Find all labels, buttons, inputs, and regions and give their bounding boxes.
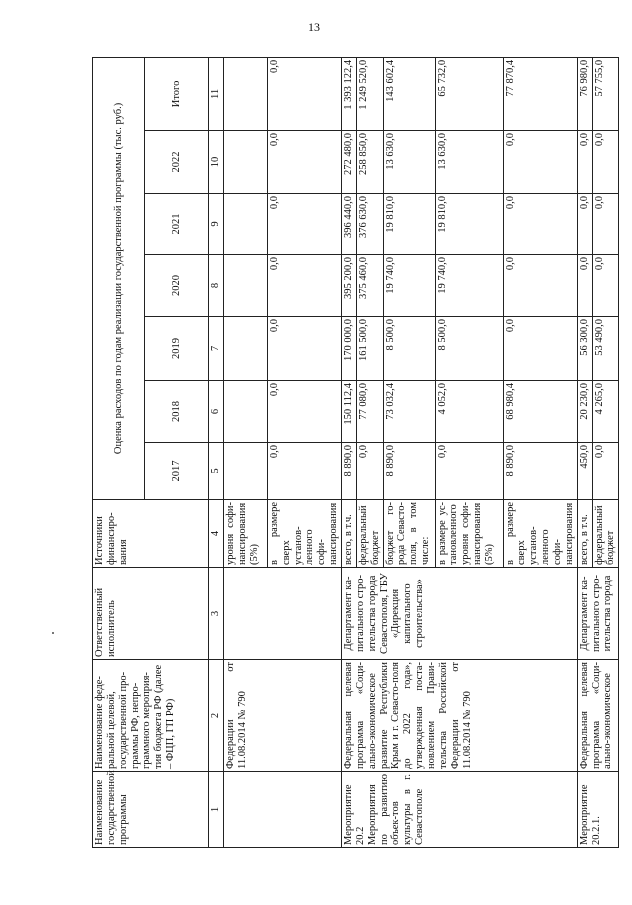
column-number: 2 xyxy=(209,660,224,772)
source-cell: всего, в т.ч. xyxy=(342,500,357,568)
header-fcp: Наименование феде-ральной целевой, государственной про-граммы РФ, непро-граммного мероприя-тия бюджета РФ (далее – ФЦП, ГП РФ) xyxy=(93,660,209,772)
column-number: 3 xyxy=(209,568,224,660)
source-cell: федеральный бюджет xyxy=(356,500,383,568)
scan-speck xyxy=(52,632,54,634)
header-year: 2021 xyxy=(145,194,209,255)
executor-cell: Департамент ка-питального стро-ительства города xyxy=(577,568,619,660)
executor-cell: Департамент ка-питального стро-ительства города Севастополя, ГБУ «Дирекция капитального строительства» xyxy=(342,568,578,660)
fcp-cell: Федеральная целевая программа «Соци-ально-экономическое xyxy=(577,660,619,772)
value-cell: 1 249 520,0 xyxy=(356,57,383,130)
value-cell: 73 032,4 xyxy=(383,381,435,443)
value-cell xyxy=(223,381,267,443)
value-cell: 395 200,0 xyxy=(342,255,357,317)
column-number: 10 xyxy=(209,131,224,194)
value-cell: 272 480,0 xyxy=(342,131,357,194)
value-cell: 20 230,0 xyxy=(577,381,592,443)
value-cell: 450,0 xyxy=(577,443,592,500)
value-cell: 150 112,4 xyxy=(342,381,357,443)
column-number: 8 xyxy=(209,255,224,317)
value-cell: 375 460,0 xyxy=(356,255,383,317)
program-cell xyxy=(223,772,341,848)
value-cell xyxy=(223,57,267,130)
value-cell: 0,0 xyxy=(267,381,341,443)
page-number: 13 xyxy=(308,20,320,34)
value-cell: 68 980,4 xyxy=(503,381,577,443)
header-year: 2017 xyxy=(145,443,209,500)
value-cell xyxy=(223,255,267,317)
value-cell: 76 980,0 xyxy=(577,57,592,130)
value-cell: 0,0 xyxy=(577,131,592,194)
value-cell: 57 755,0 xyxy=(592,57,619,130)
value-cell: 19 810,0 xyxy=(383,194,435,255)
program-cell: Мероприятие 20.2.1. xyxy=(577,772,619,848)
value-cell: 8 890,0 xyxy=(383,443,435,500)
column-number: 6 xyxy=(209,381,224,443)
value-cell: 0,0 xyxy=(503,194,577,255)
value-cell: 0,0 xyxy=(356,443,383,500)
value-cell xyxy=(223,131,267,194)
value-cell: 0,0 xyxy=(435,443,503,500)
value-cell: 0,0 xyxy=(592,131,619,194)
value-cell: 77 080,0 xyxy=(356,381,383,443)
source-cell: федеральный бюджет xyxy=(592,500,619,568)
value-cell: 0,0 xyxy=(267,255,341,317)
header-total: Итого xyxy=(145,57,209,130)
value-cell: 0,0 xyxy=(267,317,341,381)
column-number: 5 xyxy=(209,443,224,500)
source-cell: в размере сверх установ-ленного софи-нансирования xyxy=(267,500,341,568)
rotated-table-container xyxy=(92,58,617,848)
source-cell: бюджет го-рода Севасто-поля, в том числе: xyxy=(383,500,435,568)
value-cell: 0,0 xyxy=(267,443,341,500)
value-cell: 0,0 xyxy=(503,131,577,194)
column-number: 7 xyxy=(209,317,224,381)
value-cell: 65 732,0 xyxy=(435,57,503,130)
value-cell: 56 300,0 xyxy=(577,317,592,381)
value-cell: 0,0 xyxy=(267,194,341,255)
header-sources: Источники финансиро-вания xyxy=(93,500,209,568)
value-cell: 19 740,0 xyxy=(435,255,503,317)
header-year: 2018 xyxy=(145,381,209,443)
value-cell xyxy=(223,317,267,381)
value-cell: 161 500,0 xyxy=(356,317,383,381)
header-year: 2020 xyxy=(145,255,209,317)
value-cell: 0,0 xyxy=(267,131,341,194)
source-cell: в размере ус-тановленного уровня софи-нансирования (5%) xyxy=(435,500,503,568)
fcp-cell: Федеральная целевая программа «Соци-ально-экономическое развитие Республики Крым и г. Севасто-поля до 2022 года», утвержденная поста-новлением Прави-тельства Российской Федерации от 11.08.2014 № 790 xyxy=(342,660,578,772)
value-cell: 0,0 xyxy=(592,443,619,500)
value-cell: 0,0 xyxy=(592,194,619,255)
header-program: Наименование государственной программы xyxy=(93,772,209,848)
program-cell: Мероприятие 20.2 Мероприятия по развитию объек-тов культуры в г. Севастополе xyxy=(342,772,578,848)
value-cell: 4 052,0 xyxy=(435,381,503,443)
value-cell: 77 870,4 xyxy=(503,57,577,130)
value-cell: 376 630,0 xyxy=(356,194,383,255)
value-cell: 170 000,0 xyxy=(342,317,357,381)
value-cell: 8 890,0 xyxy=(342,443,357,500)
value-cell: 0,0 xyxy=(577,194,592,255)
value-cell: 4 265,0 xyxy=(592,381,619,443)
executor-cell xyxy=(223,568,341,660)
value-cell: 8 890,0 xyxy=(503,443,577,500)
header-executor: Ответственный исполнитель xyxy=(93,568,209,660)
column-number: 9 xyxy=(209,194,224,255)
fcp-cell: Федерации от 11.08.2014 № 790 xyxy=(223,660,341,772)
value-cell xyxy=(223,443,267,500)
column-number: 4 xyxy=(209,500,224,568)
column-number: 1 xyxy=(209,772,224,848)
source-cell: в размере сверх установ-ленного софи-нансирования xyxy=(503,500,577,568)
value-cell: 258 850,0 xyxy=(356,131,383,194)
value-cell: 19 810,0 xyxy=(435,194,503,255)
source-cell: всего, в т.ч. xyxy=(577,500,592,568)
value-cell xyxy=(223,194,267,255)
value-cell: 53 490,0 xyxy=(592,317,619,381)
header-estimate: Оценка расходов по годам реализации государственной программы (тыс. руб.) xyxy=(93,57,145,499)
budget-table xyxy=(92,57,619,848)
value-cell: 19 740,0 xyxy=(383,255,435,317)
value-cell: 13 630,0 xyxy=(383,131,435,194)
source-cell: уровня софи-нансирования (5%) xyxy=(223,500,267,568)
header-year: 2022 xyxy=(145,131,209,194)
value-cell: 0,0 xyxy=(503,255,577,317)
value-cell: 1 393 122,4 xyxy=(342,57,357,130)
value-cell: 0,0 xyxy=(267,57,341,130)
value-cell: 396 440,0 xyxy=(342,194,357,255)
value-cell: 0,0 xyxy=(503,317,577,381)
value-cell: 0,0 xyxy=(592,255,619,317)
value-cell: 8 500,0 xyxy=(435,317,503,381)
header-year: 2019 xyxy=(145,317,209,381)
column-number: 11 xyxy=(209,57,224,130)
value-cell: 143 602,4 xyxy=(383,57,435,130)
value-cell: 0,0 xyxy=(577,255,592,317)
value-cell: 13 630,0 xyxy=(435,131,503,194)
value-cell: 8 500,0 xyxy=(383,317,435,381)
